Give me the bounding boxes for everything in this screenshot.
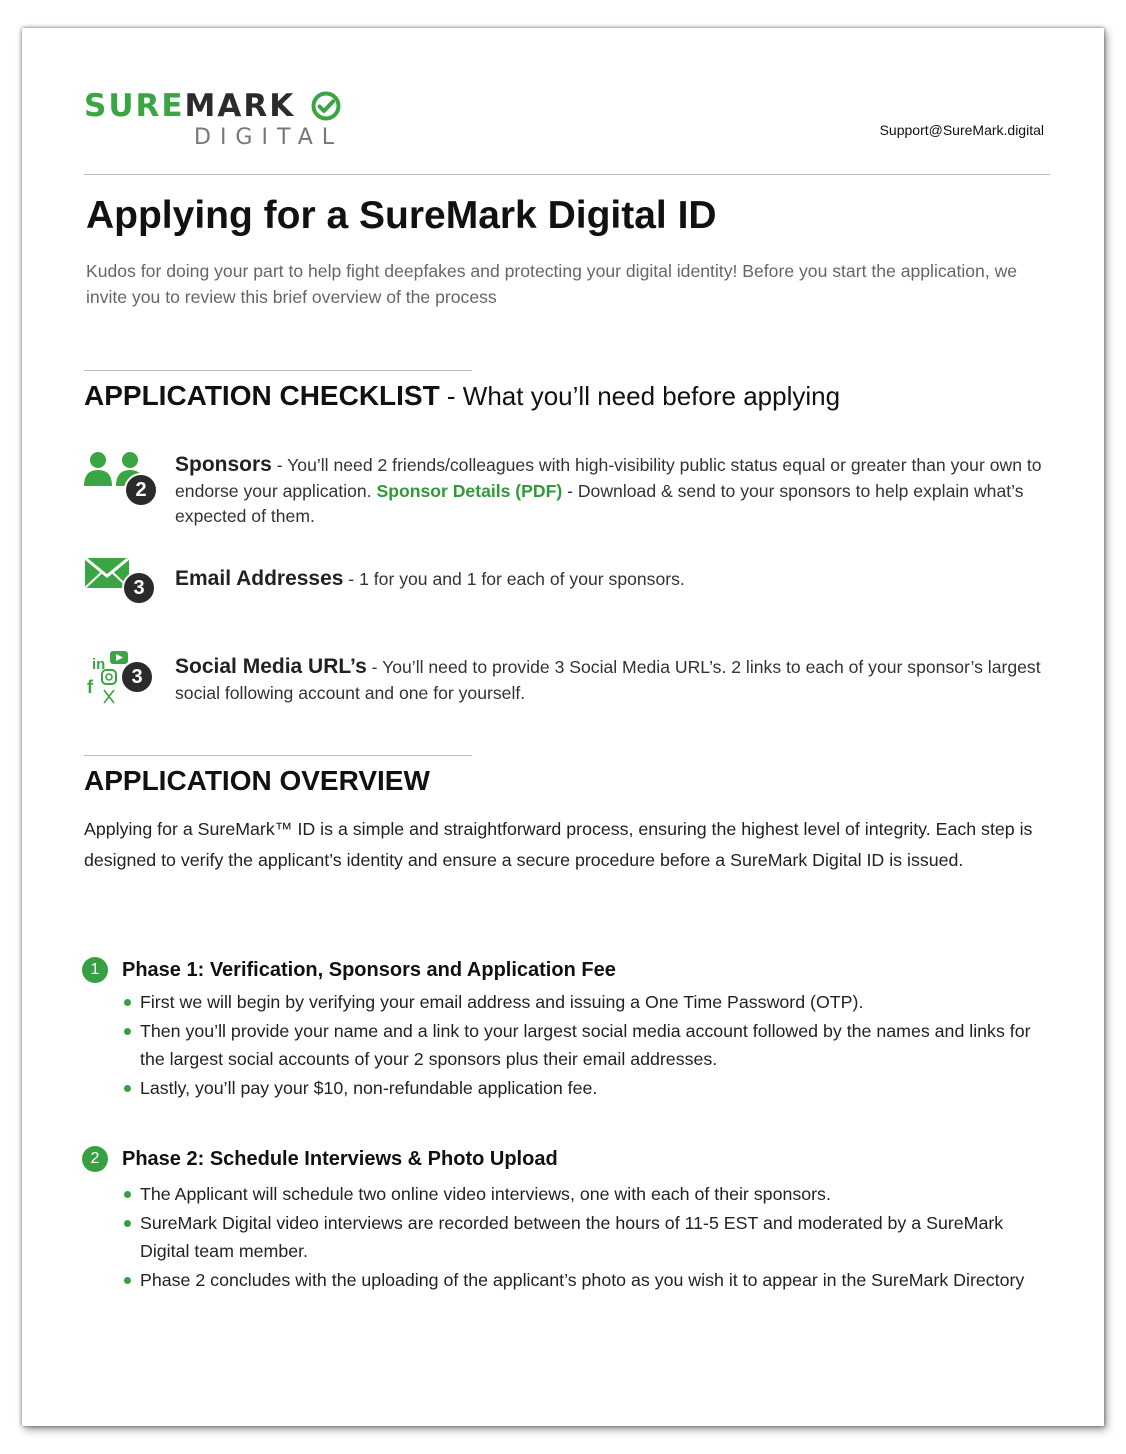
sponsor-details-pdf-link[interactable]: Sponsor Details (PDF) <box>376 480 563 501</box>
social-count-badge: 3 <box>120 660 154 694</box>
check-circle-icon <box>310 90 342 122</box>
svg-text:in: in <box>92 656 106 673</box>
sponsors-text: - You’ll need 2 friends/colleagues with high-visibility public status equal or greater than your own to endorse your application. <box>175 455 1042 501</box>
overview-heading: APPLICATION OVERVIEW <box>84 765 430 796</box>
logo-wordmark <box>84 86 295 126</box>
document-page <box>22 28 1104 1426</box>
email-text: - 1 for you and 1 for each of your sponsors. <box>343 569 685 589</box>
sponsors-count-badge: 2 <box>124 473 158 507</box>
checklist-heading-text: APPLICATION CHECKLIST <box>84 380 440 411</box>
checklist-subheading: - What you’ll need before applying <box>439 381 841 411</box>
page-title: Applying for a SureMark Digital ID <box>86 194 717 237</box>
email-icon-group <box>84 555 160 615</box>
overview-paragraph: Applying for a SureMark™ ID is a simple and straightforward process, ensuring the highest level of integrity. Each step is designed to verify the applicant’s identity and ensure a secure procedure before a SureMark Digital ID is issued. <box>84 819 1033 870</box>
checklist-item-email <box>175 566 1055 593</box>
social-title: Social Media URL’s <box>175 655 367 678</box>
list-item: First we will begin by verifying your email address and issuing a One Time Password (OTP). <box>140 988 1040 1017</box>
social-text: - You’ll need to provide 3 Social Media URL’s. 2 links to each of your sponsor’s largest social following account and one for yourself. <box>175 657 1041 703</box>
support-email[interactable]: Support@SureMark.digital <box>879 122 1044 138</box>
list-item: Lastly, you’ll pay your $10, non-refundable application fee. <box>140 1074 1040 1103</box>
list-item: The Applicant will schedule two online video interviews, one with each of their sponsors. <box>140 1180 1040 1209</box>
list-item: SureMark Digital video interviews are recorded between the hours of 11-5 EST and moderated by a SureMark Digital team member. <box>140 1209 1040 1266</box>
sponsors-icon <box>84 448 160 508</box>
checklist-divider <box>84 370 472 371</box>
header-divider <box>84 174 1050 175</box>
sponsors-text-after: - Download & send to your sponsors to help explain what’s expected of them. <box>175 480 1024 526</box>
email-count-badge: 3 <box>122 571 156 605</box>
logo-mark-text: MARK <box>184 88 296 124</box>
checklist-item-sponsors <box>175 452 1055 530</box>
logo-sure-text: SURE <box>84 88 185 124</box>
phase-1-number: 1 <box>82 957 108 983</box>
social-icon-group <box>84 648 160 708</box>
phase-1-bullets <box>140 988 1040 1102</box>
phase-1-title: Phase 1: Verification, Sponsors and Application Fee <box>122 959 616 981</box>
list-item: Then you’ll provide your name and a link to your largest social media account followed by the names and links for the largest social accounts of your 2 sponsors plus their email addresses. <box>140 1017 1040 1074</box>
checklist-heading <box>84 379 840 413</box>
svg-text:f: f <box>87 677 93 697</box>
phase-2-bullets <box>140 1180 1040 1294</box>
email-title: Email Addresses <box>175 567 344 590</box>
phase-2-title: Phase 2: Schedule Interviews & Photo Upload <box>122 1148 558 1170</box>
list-item: Phase 2 concludes with the uploading of the applicant’s photo as you wish it to appear in the SureMark Directory <box>140 1266 1040 1295</box>
logo-digital-text: DIGITAL <box>194 125 344 150</box>
phase-2-number: 2 <box>82 1146 108 1172</box>
intro-paragraph: Kudos for doing your part to help fight deepfakes and protecting your digital identity! Before you start the application, we invite you to review this brief overview of the process <box>86 261 1018 307</box>
suremark-logo <box>84 86 354 156</box>
sponsors-title: Sponsors <box>175 453 272 476</box>
overview-divider <box>84 755 472 756</box>
checklist-item-social <box>175 654 1055 706</box>
